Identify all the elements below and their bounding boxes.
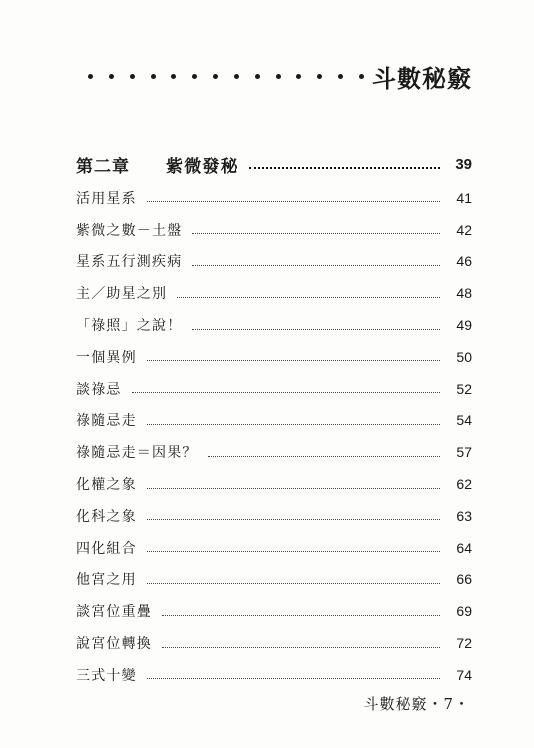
dot-leader — [162, 647, 440, 648]
entry-title: 化權之象 — [76, 477, 137, 494]
toc-entry-row[interactable] — [76, 532, 472, 564]
toc-entry-row[interactable] — [76, 405, 472, 437]
dot-leader — [192, 329, 440, 330]
toc-entry-row[interactable] — [76, 436, 472, 468]
toc-entry-row[interactable] — [76, 277, 472, 309]
entry-page-number: 66 — [456, 571, 472, 588]
header-book-title: 斗數秘竅 — [372, 63, 472, 93]
toc-entry-row[interactable] — [76, 595, 472, 627]
entry-title: 活用星系 — [76, 190, 137, 207]
toc-entry-row[interactable] — [76, 564, 472, 596]
entry-page-number: 41 — [456, 189, 472, 206]
page-footer: 斗數秘竅・7・ — [363, 695, 470, 713]
entry-title: 紫微之數－土盤 — [76, 222, 183, 239]
dot-leader — [132, 392, 440, 393]
table-of-contents — [76, 146, 472, 691]
entry-title: 化科之象 — [76, 508, 137, 525]
entry-page-number: 63 — [456, 507, 472, 524]
dot-leader — [192, 233, 440, 234]
running-header — [88, 58, 472, 94]
entry-title: 他宮之用 — [76, 572, 137, 589]
chapter-page-number: 39 — [455, 155, 472, 173]
toc-entry-row[interactable] — [76, 182, 472, 214]
entry-title: 三式十變 — [76, 667, 137, 684]
toc-entry-row[interactable] — [76, 373, 472, 405]
entry-title: 一個異例 — [76, 349, 137, 366]
entry-page-number: 52 — [456, 380, 472, 397]
dot-leader — [147, 583, 440, 584]
dot-leader — [177, 297, 440, 298]
dot-leader — [147, 424, 440, 425]
entry-page-number: 42 — [456, 221, 472, 238]
entry-title: 主／助星之別 — [76, 286, 168, 303]
dot-leader — [147, 201, 440, 202]
entry-page-number: 54 — [456, 412, 472, 429]
entry-title: 四化組合 — [76, 540, 137, 557]
entry-page-number: 69 — [456, 603, 472, 620]
entry-page-number: 74 — [456, 666, 472, 683]
dot-leader — [192, 265, 440, 266]
toc-entry-row[interactable] — [76, 627, 472, 659]
toc-chapter-row[interactable] — [76, 146, 472, 182]
header-dot-leader — [88, 74, 372, 79]
dot-leader — [147, 488, 440, 489]
entry-page-number: 57 — [456, 444, 472, 461]
toc-entry-row[interactable] — [76, 214, 472, 246]
entry-page-number: 64 — [456, 539, 472, 556]
toc-entry-row[interactable] — [76, 341, 472, 373]
entry-page-number: 48 — [456, 285, 472, 302]
toc-entry-row[interactable] — [76, 500, 472, 532]
entry-page-number: 72 — [456, 635, 472, 652]
entry-title: 談宮位重疊 — [76, 604, 152, 621]
dot-leader — [147, 551, 440, 552]
entry-page-number: 50 — [456, 348, 472, 365]
dot-leader — [249, 167, 440, 169]
entry-title: 說宮位轉換 — [76, 636, 152, 653]
toc-entry-row[interactable] — [76, 309, 472, 341]
entry-title: 「祿照」之說！ — [76, 318, 183, 335]
entry-page-number: 62 — [456, 476, 472, 493]
dot-leader — [147, 360, 440, 361]
entry-page-number: 49 — [456, 317, 472, 334]
toc-entry-row[interactable] — [76, 659, 472, 691]
toc-entry-row[interactable] — [76, 246, 472, 278]
entry-page-number: 46 — [456, 253, 472, 270]
entry-title: 談祿忌 — [76, 381, 122, 398]
chapter-number: 第二章 — [76, 156, 130, 177]
dot-leader — [147, 519, 440, 520]
dot-leader — [208, 456, 440, 457]
entry-title: 星系五行測疾病 — [76, 254, 183, 271]
dot-leader — [162, 615, 440, 616]
toc-entry-row[interactable] — [76, 468, 472, 500]
chapter-title: 紫微發秘 — [166, 156, 239, 177]
entry-title: 祿隨忌走＝因果？ — [76, 445, 198, 462]
dot-leader — [147, 678, 440, 679]
entry-title: 祿隨忌走 — [76, 413, 137, 430]
